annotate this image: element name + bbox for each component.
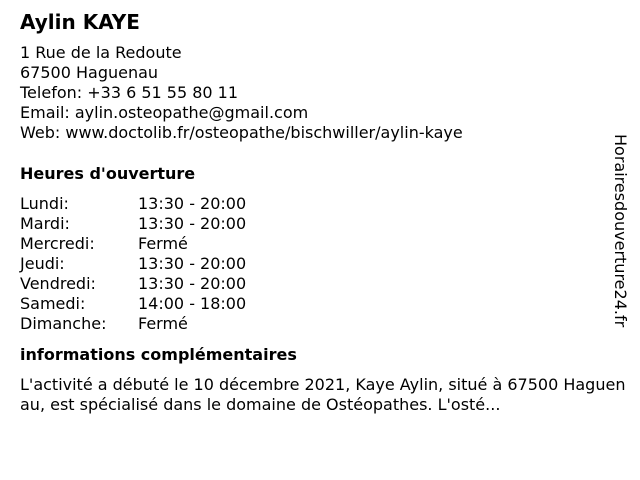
- site-watermark: Horairesdouverture24.fr: [611, 134, 630, 328]
- hours-time: Fermé: [138, 314, 188, 333]
- hours-day: Lundi:: [20, 194, 69, 213]
- hours-time: 13:30 - 20:00: [138, 194, 247, 213]
- hours-row-sunday: [20, 314, 610, 334]
- opening-hours-title: Heures d'ouverture: [20, 164, 196, 183]
- business-name: Aylin KAYE: [20, 10, 140, 34]
- web-line: Web: www.doctolib.fr/osteopathe/bischwiller/aylin-kaye: [20, 123, 463, 142]
- hours-day: Jeudi:: [20, 254, 65, 273]
- hours-day: Vendredi:: [20, 274, 96, 293]
- hours-time: 13:30 - 20:00: [138, 254, 247, 273]
- hours-row-wednesday: [20, 234, 610, 254]
- additional-info-title: informations complémentaires: [20, 345, 297, 364]
- hours-day: Samedi:: [20, 294, 86, 313]
- hours-time: 13:30 - 20:00: [138, 214, 247, 233]
- hours-time: 14:00 - 18:00: [138, 294, 247, 313]
- hours-day: Mercredi:: [20, 234, 95, 253]
- hours-time: 13:30 - 20:00: [138, 274, 247, 293]
- address-city: 67500 Haguenau: [20, 63, 159, 82]
- hours-row-thursday: [20, 254, 610, 274]
- hours-day: Dimanche:: [20, 314, 107, 333]
- additional-info-text: L'activité a débuté le 10 décembre 2021, Kaye Aylin, situé à 67500 Haguenau, est spécialisé dans le domaine de Ostéopathes. L'osté...: [20, 375, 626, 414]
- email-line: Email: aylin.osteopathe@gmail.com: [20, 103, 309, 122]
- hours-row-tuesday: [20, 214, 610, 234]
- hours-row-saturday: [20, 294, 610, 314]
- hours-row-monday: [20, 194, 610, 214]
- phone-line: Telefon: +33 6 51 55 80 11: [20, 83, 239, 102]
- hours-time: Fermé: [138, 234, 188, 253]
- hours-row-friday: [20, 274, 610, 294]
- address-street: 1 Rue de la Redoute: [20, 43, 182, 62]
- hours-day: Mardi:: [20, 214, 70, 233]
- opening-hours-table: [20, 194, 610, 334]
